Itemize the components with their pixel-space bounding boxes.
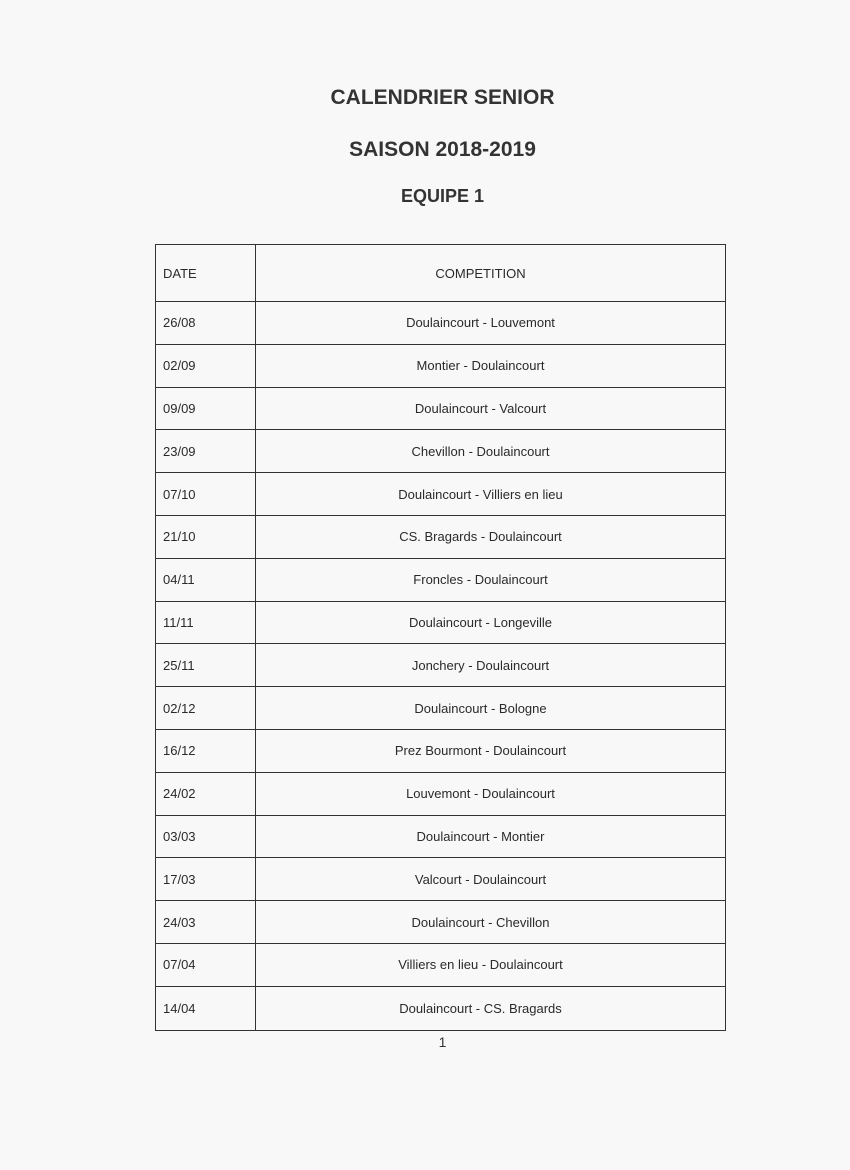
table-row — [156, 858, 725, 901]
row-match: Doulaincourt - Bologne — [414, 700, 547, 716]
team-heading: EQUIPE 1 — [400, 186, 485, 206]
table-header-row — [156, 245, 725, 302]
table-row — [156, 730, 725, 773]
table-row — [156, 944, 725, 987]
table-row — [156, 516, 725, 559]
row-match: Doulaincourt - CS. Bragards — [399, 1000, 562, 1016]
table-row — [156, 430, 725, 473]
table-row — [156, 559, 725, 602]
row-match: Jonchery - Doulaincourt — [411, 657, 550, 673]
row-date: 16/12 — [156, 730, 256, 772]
row-date: 24/03 — [156, 901, 256, 943]
table-row — [156, 987, 725, 1030]
row-match: Louvemont - Doulaincourt — [406, 786, 555, 802]
header-competition: COMPETITION — [435, 265, 526, 281]
row-date: 02/09 — [156, 345, 256, 387]
row-date: 02/12 — [156, 687, 256, 729]
row-match: Valcourt - Doulaincourt — [414, 871, 547, 887]
table-row — [156, 644, 725, 687]
document-title: CALENDRIER SENIOR — [330, 86, 555, 109]
row-date: 07/04 — [156, 944, 256, 986]
table-row — [156, 816, 725, 859]
row-date: 23/09 — [156, 430, 256, 472]
row-date: 09/09 — [156, 388, 256, 430]
row-match: Doulaincourt - Chevillon — [411, 914, 550, 930]
row-match: Chevillon - Doulaincourt — [411, 443, 550, 459]
row-match: Doulaincourt - Villiers en lieu — [398, 486, 563, 502]
row-match: CS. Bragards - Doulaincourt — [399, 529, 562, 545]
table-row — [156, 901, 725, 944]
table-row — [156, 388, 725, 431]
row-date: 03/03 — [156, 816, 256, 858]
season-heading: SAISON 2018-2019 — [349, 138, 536, 161]
row-match: Doulaincourt - Louvemont — [406, 315, 555, 331]
page-number: 1 — [438, 1034, 447, 1050]
row-match: Doulaincourt - Valcourt — [414, 400, 547, 416]
schedule-table — [155, 244, 726, 1031]
row-date: 24/02 — [156, 773, 256, 815]
row-date: 26/08 — [156, 302, 256, 344]
table-row — [156, 345, 725, 388]
row-match: Montier - Doulaincourt — [416, 358, 545, 374]
row-match: Doulaincourt - Montier — [416, 828, 545, 844]
row-match: Villiers en lieu - Doulaincourt — [398, 957, 563, 973]
table-row — [156, 687, 725, 730]
table-row — [156, 302, 725, 345]
row-date: 04/11 — [156, 559, 256, 601]
row-date: 21/10 — [156, 516, 256, 558]
row-match: Prez Bourmont - Doulaincourt — [394, 743, 567, 759]
row-date: 17/03 — [156, 858, 256, 900]
table-row — [156, 602, 725, 645]
row-date: 25/11 — [156, 644, 256, 686]
row-date: 07/10 — [156, 473, 256, 515]
row-match: Froncles - Doulaincourt — [413, 572, 548, 588]
table-row — [156, 473, 725, 516]
header-date: DATE — [156, 245, 256, 301]
row-date: 14/04 — [156, 987, 256, 1030]
row-date: 11/11 — [156, 602, 256, 644]
row-match: Doulaincourt - Longeville — [408, 614, 553, 630]
table-row — [156, 773, 725, 816]
